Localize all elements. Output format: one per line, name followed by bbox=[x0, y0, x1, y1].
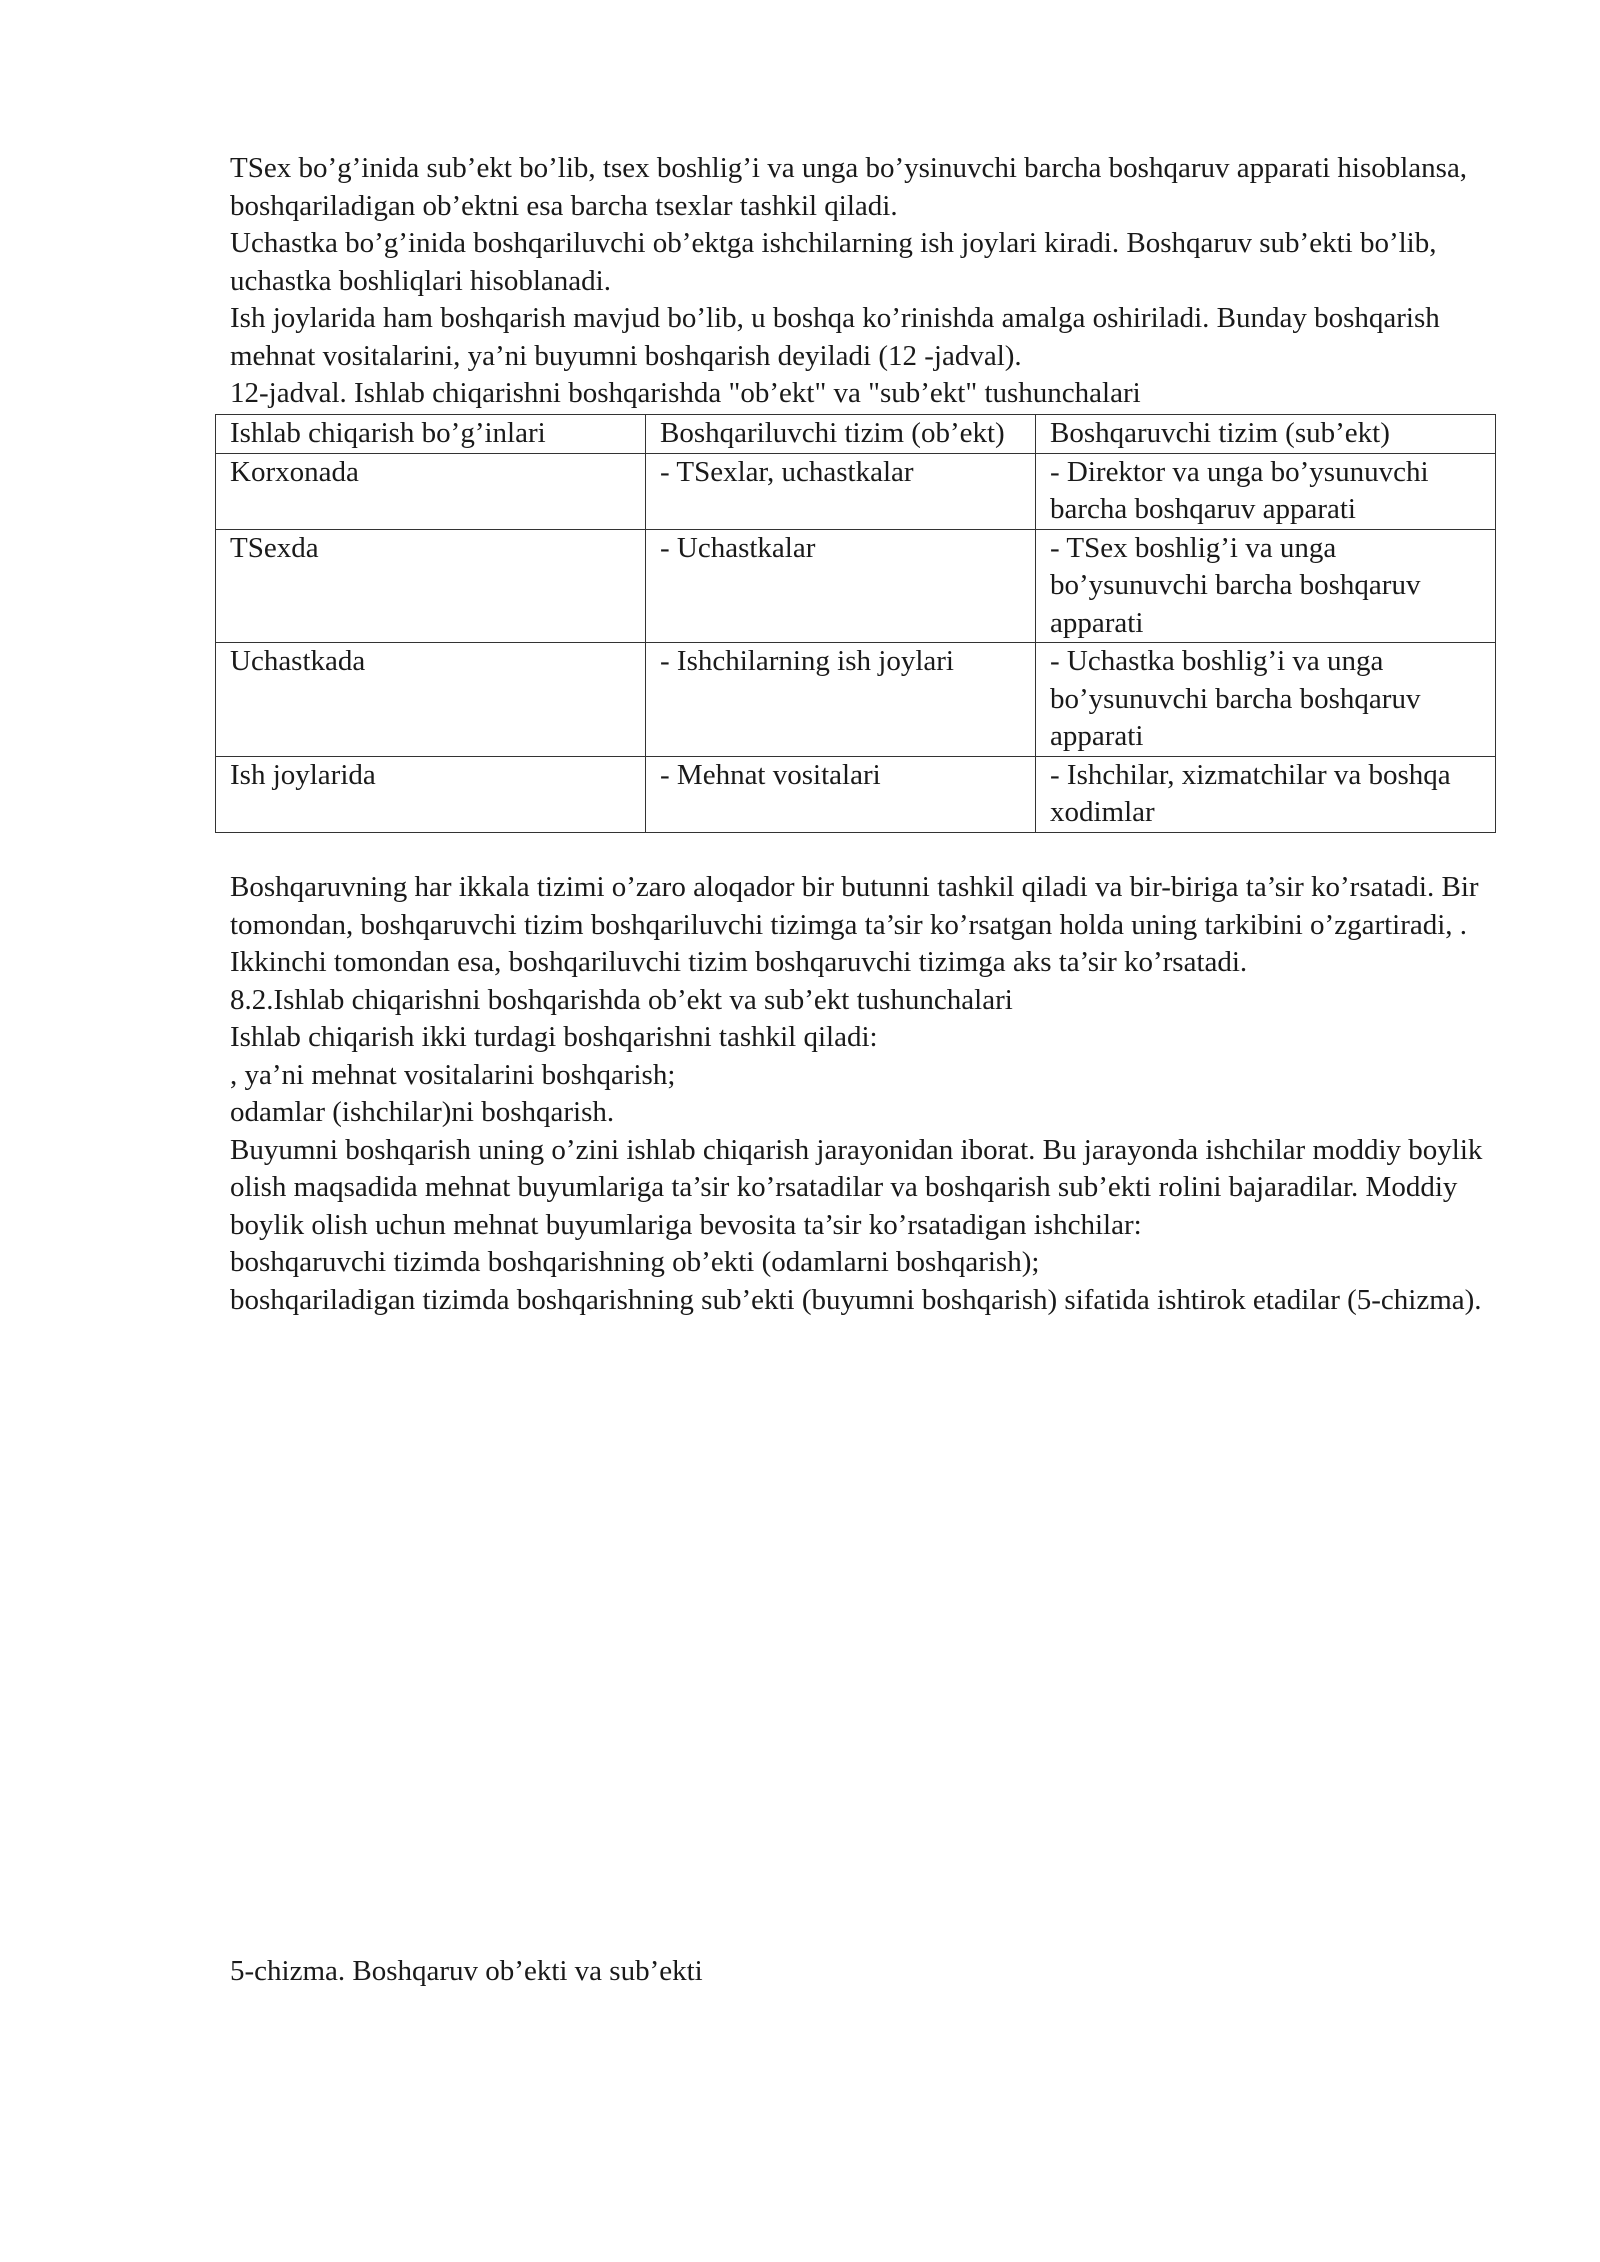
table-cell: - Ishchilar, xizmatchilar va boshqa xodimlar bbox=[1036, 756, 1496, 832]
paragraph: Ish joylarida ham boshqarish mavjud bo’lib, u boshqa ko’rinishda amalga oshiriladi. Bunday boshqarish mehnat vositalarini, ya’ni buyumni boshqarish deyiladi (12 -jadval). bbox=[230, 302, 1440, 372]
body-text bbox=[230, 869, 1530, 1319]
list-line: boshqariladigan tizimda boshqarishning sub’ekti (buyumni boshqarish) sifatida ishtirok etadilar (5-chizma). bbox=[230, 1283, 1482, 1316]
paragraph: Buyumni boshqarish uning o’zini ishlab chiqarish jarayonidan iborat. Bu jarayonda ishchilar moddiy boylik olish maqsadida mehnat buyumlariga ta’sir ko’rsatadilar va boshqarish sub’ekti rolini bajaradilar. Moddiy boylik olish uchun mehnat buyumlariga bevosita ta’sir ko’rsatadigan ishchilar: bbox=[230, 1133, 1483, 1241]
table-cell: Korxonada bbox=[216, 453, 646, 529]
table-row bbox=[216, 756, 1496, 832]
paragraph: TSex bo’g’inida sub’ekt bo’lib, tsex boshlig’i va unga bo’ysinuvchi barcha boshqaruv apparati hisoblansa, boshqariladigan ob’ektni esa barcha tsexlar tashkil qiladi. bbox=[230, 152, 1468, 222]
table-caption: 12-jadval. Ishlab chiqarishni boshqarishda "ob’ekt" va "sub’ekt" tushunchalari bbox=[230, 377, 1141, 409]
table-row bbox=[216, 529, 1496, 643]
table-row bbox=[216, 643, 1496, 757]
paragraph: Uchastka bo’g’inida boshqariluvchi ob’ektga ishchilarning ish joylari kiradi. Boshqaruv sub’ekti bo’lib, uchastka boshliqlari hisoblanadi. bbox=[230, 227, 1437, 297]
header-cell: Boshqaruvchi tizim (sub’ekt) bbox=[1036, 415, 1496, 454]
table-cell: - TSexlar, uchastkalar bbox=[646, 453, 1036, 529]
table-row bbox=[216, 453, 1496, 529]
table-cell: - Uchastka boshlig’i va unga bo’ysunuvchi barcha boshqaruv apparati bbox=[1036, 643, 1496, 757]
intro-text bbox=[230, 150, 1530, 413]
header-cell: Ishlab chiqarish bo’g’inlari bbox=[216, 415, 646, 454]
table-cell: - Direktor va unga bo’ysunuvchi barcha boshqaruv apparati bbox=[1036, 453, 1496, 529]
paragraph: Boshqaruvning har ikkala tizimi o’zaro aloqador bir butunni tashkil qiladi va bir-biriga ta’sir ko’rsatadi. Bir tomondan, boshqaruvchi tizim boshqariluvchi tizimga ta’sir ko’rsatgan holda uning tarkibini o’zgartiradi, . Ikkinchi tomondan esa, boshqariluvchi tizim boshqaruvchi tizimga aks ta’sir ko’rsatadi. bbox=[230, 871, 1479, 978]
table-cell: Ish joylarida bbox=[216, 756, 646, 832]
concepts-table bbox=[215, 414, 1496, 833]
table-cell: - Mehnat vositalari bbox=[646, 756, 1036, 832]
list-line: boshqaruvchi tizimda boshqarishning ob’ekti (odamlarni boshqarish); bbox=[230, 1246, 1040, 1278]
table-cell: - Ishchilarning ish joylari bbox=[646, 643, 1036, 757]
table-cell: - Uchastkalar bbox=[646, 529, 1036, 643]
figure-caption: 5-chizma. Boshqaruv ob’ekti va sub’ekti bbox=[230, 1955, 703, 1987]
paragraph: Ishlab chiqarish ikki turdagi boshqarishni tashkil qiladi: bbox=[230, 1021, 878, 1053]
table-cell: - TSex boshlig’i va unga bo’ysunuvchi barcha boshqaruv apparati bbox=[1036, 529, 1496, 643]
section-heading: 8.2.Ishlab chiqarishni boshqarishda ob’ekt va sub’ekt tushunchalari bbox=[230, 983, 1013, 1016]
header-cell: Boshqariluvchi tizim (ob’ekt) bbox=[646, 415, 1036, 454]
table-cell: Uchastkada bbox=[216, 643, 646, 757]
list-line: , ya’ni mehnat vositalarini boshqarish; bbox=[230, 1058, 676, 1091]
table-header-row bbox=[216, 415, 1496, 454]
table-cell: TSexda bbox=[216, 529, 646, 643]
list-line: odamlar (ishchilar)ni boshqarish. bbox=[230, 1096, 615, 1128]
